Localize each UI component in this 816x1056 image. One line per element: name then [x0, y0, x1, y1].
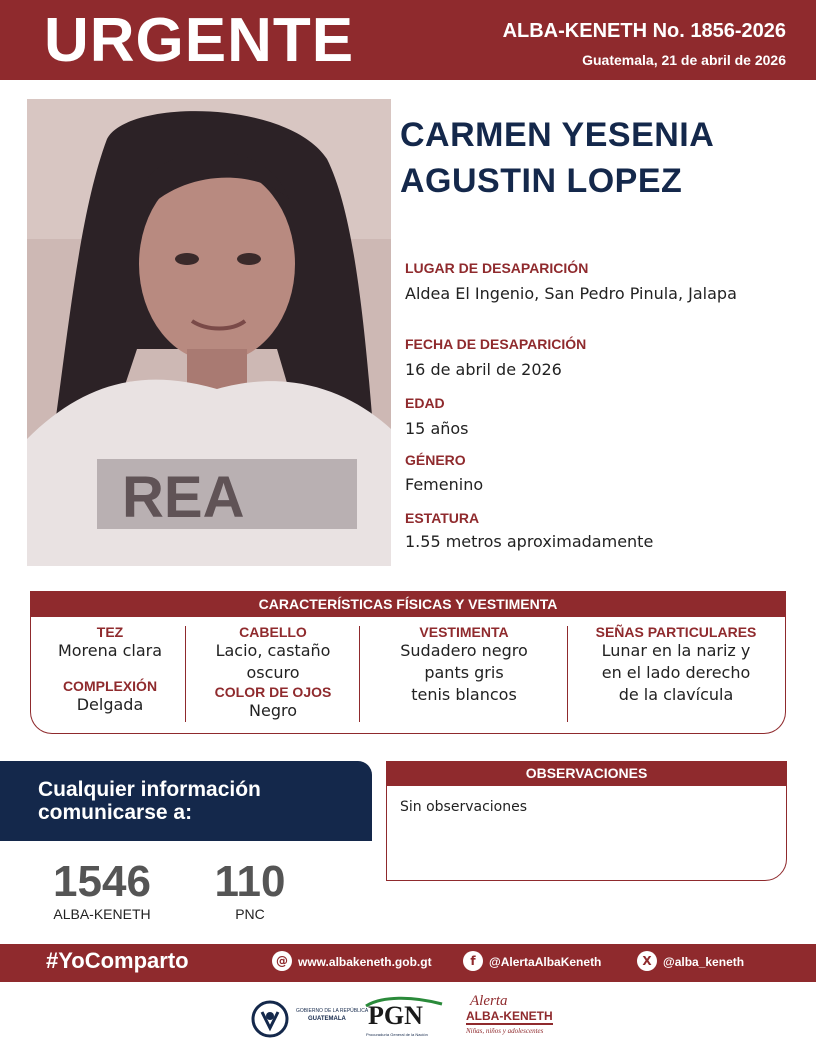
contact-line-1: Cualquier información	[38, 778, 261, 801]
case-number: ALBA-KENETH No. 1856-2026	[502, 20, 786, 42]
alba-keneth-number-label: ALBA-KENETH	[53, 906, 151, 922]
tez-column	[36, 624, 184, 716]
senas-value-line-3: de la clavícula	[618, 685, 734, 704]
genero-value: Femenino	[405, 475, 484, 494]
fecha-value: 16 de abril de 2026	[405, 360, 562, 379]
column-divider	[185, 626, 186, 722]
pgn-logo: PGN Procuraduría General de la Nación	[362, 996, 446, 1042]
characteristics-heading: CARACTERÍSTICAS FÍSICAS Y VESTIMENTA	[30, 591, 786, 617]
contact-line-2: comunicarse a:	[38, 801, 193, 824]
name-line-2: AGUSTIN LOPEZ	[400, 162, 683, 200]
senas-value-line-2: en el lado derecho	[601, 663, 751, 682]
senas-label: SEÑAS PARTICULARES	[595, 624, 757, 640]
pnc-number-label: PNC	[235, 906, 265, 922]
vestimenta-label: VESTIMENTA	[419, 624, 509, 640]
edad-label: EDAD	[405, 395, 445, 411]
missing-person-photo	[27, 99, 391, 566]
ojos-label: COLOR DE OJOS	[214, 684, 332, 700]
fecha-label: FECHA DE DESAPARICIÓN	[405, 336, 587, 352]
estatura-label: ESTATURA	[405, 510, 480, 526]
pnc-number: 110	[214, 857, 286, 906]
globe-icon: @	[272, 951, 292, 971]
website-link[interactable]: www.albakeneth.gob.gt	[298, 955, 432, 969]
cabello-column	[188, 624, 358, 722]
ojos-value: Negro	[249, 701, 297, 720]
observations-text: Sin observaciones	[400, 799, 528, 815]
cabello-label: CABELLO	[239, 624, 307, 640]
tez-value: Morena clara	[57, 641, 163, 660]
column-divider	[567, 626, 568, 722]
column-divider	[359, 626, 360, 722]
name-line-1: CARMEN YESENIA	[400, 116, 715, 154]
alerta-alba-keneth-logo: Alerta ALBA-KENETH Niñas, niños y adolescentes	[466, 993, 553, 1035]
person-name	[400, 112, 800, 204]
complexion-value: Delgada	[76, 695, 144, 714]
hashtag: #YoComparto	[46, 948, 189, 973]
guatemala-government-logo: GOBIERNO DE LA REPÚBLICA GUATEMALA	[250, 996, 360, 1042]
estatura-value: 1.55 metros aproximadamente	[405, 532, 654, 551]
urgent-title: URGENTE	[44, 6, 355, 75]
vestimenta-value-line-1: Sudadero negro	[400, 641, 528, 660]
complexion-label: COMPLEXIÓN	[62, 678, 158, 694]
x-icon: X	[637, 951, 657, 971]
cabello-value-line-1: Lacio, castaño	[215, 641, 331, 660]
senas-value-line-1: Lunar en la nariz y	[601, 641, 751, 660]
vestimenta-value-line-3: tenis blancos	[411, 685, 517, 704]
lugar-label: LUGAR DE DESAPARICIÓN	[405, 260, 589, 276]
senas-column	[570, 624, 782, 706]
lugar-value: Aldea El Ingenio, San Pedro Pinula, Jalapa	[405, 284, 737, 303]
vestimenta-value-line-2: pants gris	[424, 663, 504, 682]
contact-text	[38, 778, 261, 824]
cabello-value-line-2: oscuro	[246, 663, 300, 682]
facebook-icon: f	[463, 951, 483, 971]
pnc-phone	[200, 858, 300, 922]
svg-text:REA: REA	[122, 465, 245, 530]
place-date: Guatemala, 21 de abril de 2026	[582, 52, 786, 68]
tez-label: TEZ	[96, 624, 124, 640]
observations-heading: OBSERVACIONES	[386, 761, 787, 786]
x-link[interactable]: @alba_keneth	[663, 955, 745, 969]
alba-keneth-phone	[38, 858, 166, 922]
facebook-link[interactable]: @AlertaAlbaKeneth	[489, 955, 602, 969]
alba-keneth-number: 1546	[53, 857, 151, 906]
genero-label: GÉNERO	[405, 452, 466, 468]
vestimenta-column	[362, 624, 566, 706]
edad-value: 15 años	[405, 419, 469, 438]
